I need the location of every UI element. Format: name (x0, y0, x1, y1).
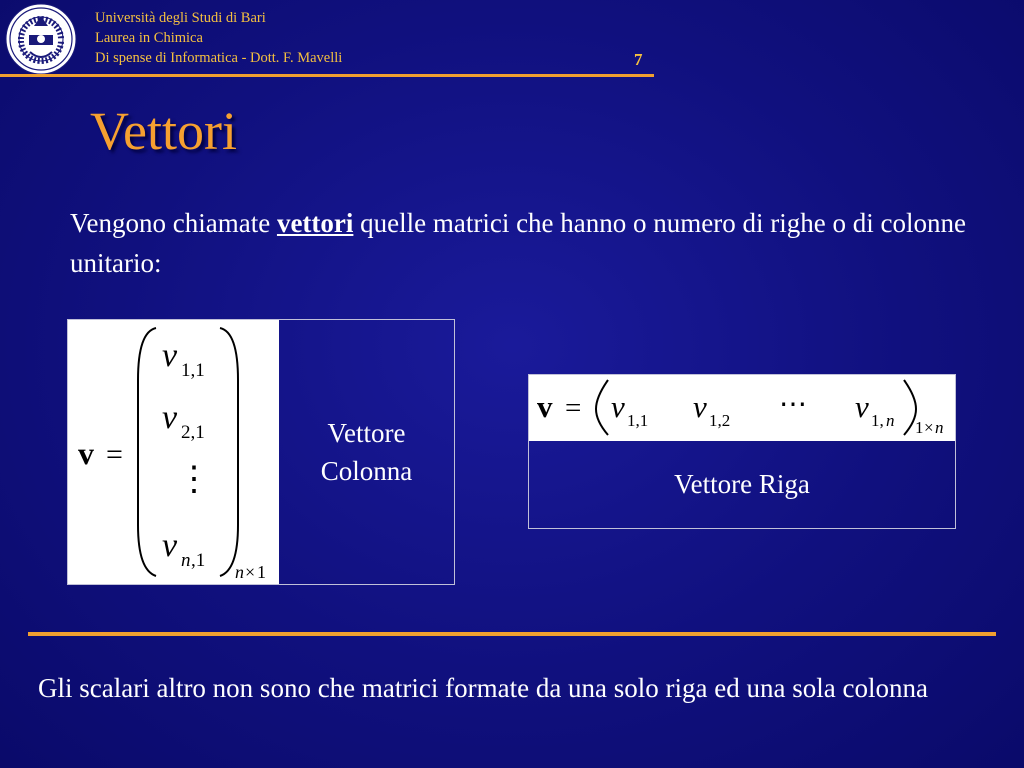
row-size-times: × (924, 418, 934, 437)
column-caption-line-2: Colonna (320, 456, 413, 486)
row-vector-caption: Vettore Riga (674, 469, 810, 499)
slide-title: Vettori (90, 101, 237, 161)
row-entry-2-var: v (693, 389, 707, 424)
row-entry-3-sub-num: 1, (871, 411, 884, 430)
slide-header (95, 8, 342, 68)
row-vector-symbol: v (537, 389, 553, 424)
intro-paragraph (70, 203, 970, 283)
column-vector-formula (68, 320, 279, 584)
header-course: Laurea in Chimica (95, 30, 203, 46)
row-entry-3-var: v (855, 389, 869, 424)
column-entry-1-sub: 1,1 (181, 360, 205, 381)
row-entry-1-var: v (611, 389, 625, 424)
row-vector-box (528, 374, 956, 529)
column-entry-2-var: v (162, 399, 178, 436)
column-entry-3-var: v (162, 527, 178, 564)
column-vector-caption (279, 320, 454, 584)
intro-text-before: Vengono chiamate (70, 208, 277, 238)
row-entry-2-sub: 1,2 (709, 411, 731, 430)
column-caption-line-1: Vettore (327, 418, 406, 448)
row-entry-3-sub-var: n (886, 411, 895, 430)
column-right-paren (220, 328, 238, 576)
row-size-1: 1 (915, 418, 924, 437)
column-vdots: ⋮ (177, 461, 211, 498)
intro-text-after: quelle matrici che hanno o numero di righe o di colonne unitario: (70, 208, 966, 278)
column-size-n: n (235, 562, 244, 582)
column-vector-equals: = (106, 438, 123, 471)
header-university: Università degli Studi di Bari (95, 10, 266, 26)
column-entry-1-var: v (162, 337, 178, 374)
scalar-note: Gli scalari altro non sono che matrici formate da una solo riga ed una sola colonna (38, 673, 928, 703)
intro-keyword: vettori (276, 208, 354, 238)
header-divider (0, 74, 654, 77)
column-left-paren (138, 328, 156, 576)
column-entry-2-sub: 2,1 (181, 422, 205, 443)
column-size-1: 1 (257, 562, 266, 582)
row-vector-equals: = (565, 392, 582, 424)
row-size-n: n (935, 418, 944, 437)
column-size-times: × (245, 562, 256, 582)
row-vector-formula (529, 375, 955, 441)
row-entry-1-sub: 1,1 (627, 411, 649, 430)
column-vector-symbol: v (78, 435, 94, 471)
row-cdots: ⋯ (779, 389, 807, 420)
row-left-paren (596, 380, 608, 435)
bottom-divider (28, 632, 996, 636)
column-entry-3-sub-var: n (181, 550, 191, 571)
column-vector-box (67, 319, 455, 585)
header-lecture-notes: Di spense di Informatica - Dott. F. Mavelli (95, 50, 343, 66)
university-seal-icon (4, 2, 78, 76)
column-entry-3-sub-num: ,1 (191, 550, 206, 571)
page-number: 7 (634, 50, 643, 69)
